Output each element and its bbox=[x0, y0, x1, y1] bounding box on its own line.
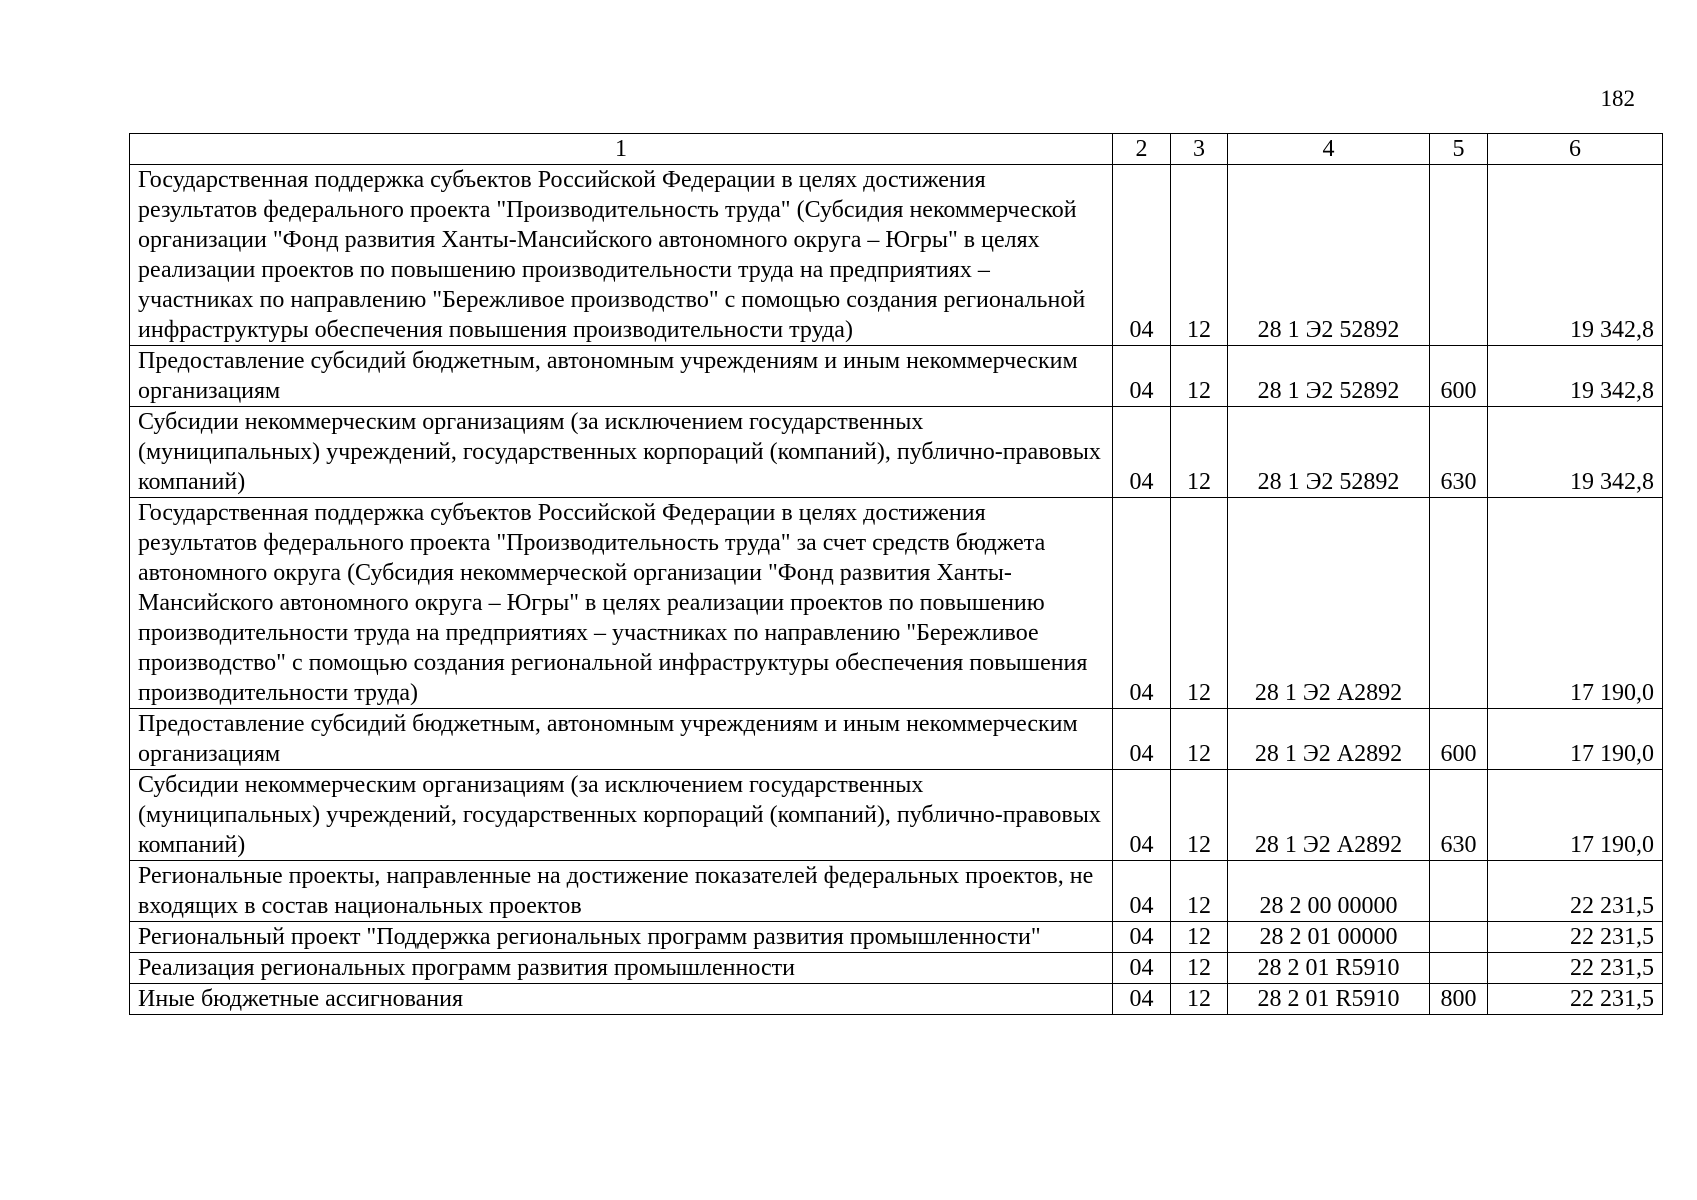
row-amount: 22 231,5 bbox=[1488, 861, 1663, 922]
row-section: 04 bbox=[1113, 770, 1171, 861]
row-name: Иные бюджетные ассигнования bbox=[130, 984, 1113, 1015]
budget-table bbox=[129, 133, 1663, 1015]
row-expense-type bbox=[1430, 165, 1488, 346]
row-subsection: 12 bbox=[1171, 770, 1228, 861]
row-subsection: 12 bbox=[1171, 165, 1228, 346]
row-amount: 19 342,8 bbox=[1488, 407, 1663, 498]
row-section: 04 bbox=[1113, 346, 1171, 407]
row-name: Региональный проект "Поддержка региональных программ развития промышленности" bbox=[130, 922, 1113, 953]
row-name: Государственная поддержка субъектов Российской Федерации в целях достижения результатов федерального проекта "Производительность труда" (Субсидия некоммерческой организации "Фонд развития Ханты-Мансийского автономного округа – Югры" в целях реализации проектов по повышению производительности труда на предприятиях – участниках по направлению "Бережливое производство" с помощью создания региональной инфраструктуры обеспечения повышения производительности труда) bbox=[130, 165, 1113, 346]
table-row bbox=[130, 922, 1663, 953]
row-amount: 17 190,0 bbox=[1488, 709, 1663, 770]
row-expense-type: 630 bbox=[1430, 407, 1488, 498]
row-expense-type: 600 bbox=[1430, 709, 1488, 770]
row-name: Субсидии некоммерческим организациям (за исключением государственных (муниципальных) учреждений, государственных корпораций (компаний), публично-правовых компаний) bbox=[130, 407, 1113, 498]
row-amount: 19 342,8 bbox=[1488, 346, 1663, 407]
row-subsection: 12 bbox=[1171, 346, 1228, 407]
row-expense-type: 600 bbox=[1430, 346, 1488, 407]
table-row bbox=[130, 861, 1663, 922]
table-row bbox=[130, 498, 1663, 709]
table-row bbox=[130, 346, 1663, 407]
table-row bbox=[130, 953, 1663, 984]
row-subsection: 12 bbox=[1171, 922, 1228, 953]
row-section: 04 bbox=[1113, 922, 1171, 953]
row-section: 04 bbox=[1113, 861, 1171, 922]
row-expense-type bbox=[1430, 953, 1488, 984]
row-target-article: 28 1 Э2 А2892 bbox=[1228, 709, 1430, 770]
row-amount: 17 190,0 bbox=[1488, 770, 1663, 861]
row-expense-type bbox=[1430, 498, 1488, 709]
row-subsection: 12 bbox=[1171, 407, 1228, 498]
row-name: Предоставление субсидий бюджетным, автономным учреждениям и иным некоммерческим организациям bbox=[130, 709, 1113, 770]
table-row bbox=[130, 984, 1663, 1015]
row-subsection: 12 bbox=[1171, 953, 1228, 984]
row-section: 04 bbox=[1113, 407, 1171, 498]
row-amount: 22 231,5 bbox=[1488, 984, 1663, 1015]
row-section: 04 bbox=[1113, 953, 1171, 984]
row-amount: 22 231,5 bbox=[1488, 953, 1663, 984]
table-row bbox=[130, 709, 1663, 770]
table-header-row bbox=[130, 134, 1663, 165]
row-target-article: 28 2 00 00000 bbox=[1228, 861, 1430, 922]
row-target-article: 28 1 Э2 А2892 bbox=[1228, 770, 1430, 861]
row-expense-type: 800 bbox=[1430, 984, 1488, 1015]
row-target-article: 28 2 01 00000 bbox=[1228, 922, 1430, 953]
row-subsection: 12 bbox=[1171, 498, 1228, 709]
row-name: Реализация региональных программ развития промышленности bbox=[130, 953, 1113, 984]
row-target-article: 28 2 01 R5910 bbox=[1228, 984, 1430, 1015]
column-header-name: 1 bbox=[130, 134, 1113, 165]
row-subsection: 12 bbox=[1171, 709, 1228, 770]
row-name: Предоставление субсидий бюджетным, автономным учреждениям и иным некоммерческим организациям bbox=[130, 346, 1113, 407]
page-number: 182 bbox=[1600, 86, 1635, 111]
row-subsection: 12 bbox=[1171, 861, 1228, 922]
table-row bbox=[130, 407, 1663, 498]
table-row bbox=[130, 165, 1663, 346]
row-amount: 17 190,0 bbox=[1488, 498, 1663, 709]
row-section: 04 bbox=[1113, 709, 1171, 770]
column-header-target-article: 4 bbox=[1228, 134, 1430, 165]
row-expense-type bbox=[1430, 861, 1488, 922]
row-expense-type bbox=[1430, 922, 1488, 953]
row-name: Субсидии некоммерческим организациям (за исключением государственных (муниципальных) учреждений, государственных корпораций (компаний), публично-правовых компаний) bbox=[130, 770, 1113, 861]
row-amount: 22 231,5 bbox=[1488, 922, 1663, 953]
row-name: Государственная поддержка субъектов Российской Федерации в целях достижения результатов федерального проекта "Производительность труда" за счет средств бюджета автономного округа (Субсидия некоммерческой организации "Фонд развития Ханты-Мансийского автономного округа – Югры" в целях реализации проектов по повышению производительности труда на предприятиях – участниках по направлению "Бережливое производство" с помощью создания региональной инфраструктуры обеспечения повышения производительности труда) bbox=[130, 498, 1113, 709]
row-target-article: 28 1 Э2 52892 bbox=[1228, 165, 1430, 346]
row-section: 04 bbox=[1113, 984, 1171, 1015]
column-header-expense-type: 5 bbox=[1430, 134, 1488, 165]
column-header-subsection: 3 bbox=[1171, 134, 1228, 165]
row-target-article: 28 1 Э2 52892 bbox=[1228, 346, 1430, 407]
row-name: Региональные проекты, направленные на достижение показателей федеральных проектов, не входящих в состав национальных проектов bbox=[130, 861, 1113, 922]
row-target-article: 28 1 Э2 52892 bbox=[1228, 407, 1430, 498]
table-row bbox=[130, 770, 1663, 861]
column-header-section: 2 bbox=[1113, 134, 1171, 165]
row-target-article: 28 2 01 R5910 bbox=[1228, 953, 1430, 984]
row-section: 04 bbox=[1113, 498, 1171, 709]
column-header-amount: 6 bbox=[1488, 134, 1663, 165]
row-section: 04 bbox=[1113, 165, 1171, 346]
row-subsection: 12 bbox=[1171, 984, 1228, 1015]
row-expense-type: 630 bbox=[1430, 770, 1488, 861]
row-target-article: 28 1 Э2 А2892 bbox=[1228, 498, 1430, 709]
row-amount: 19 342,8 bbox=[1488, 165, 1663, 346]
